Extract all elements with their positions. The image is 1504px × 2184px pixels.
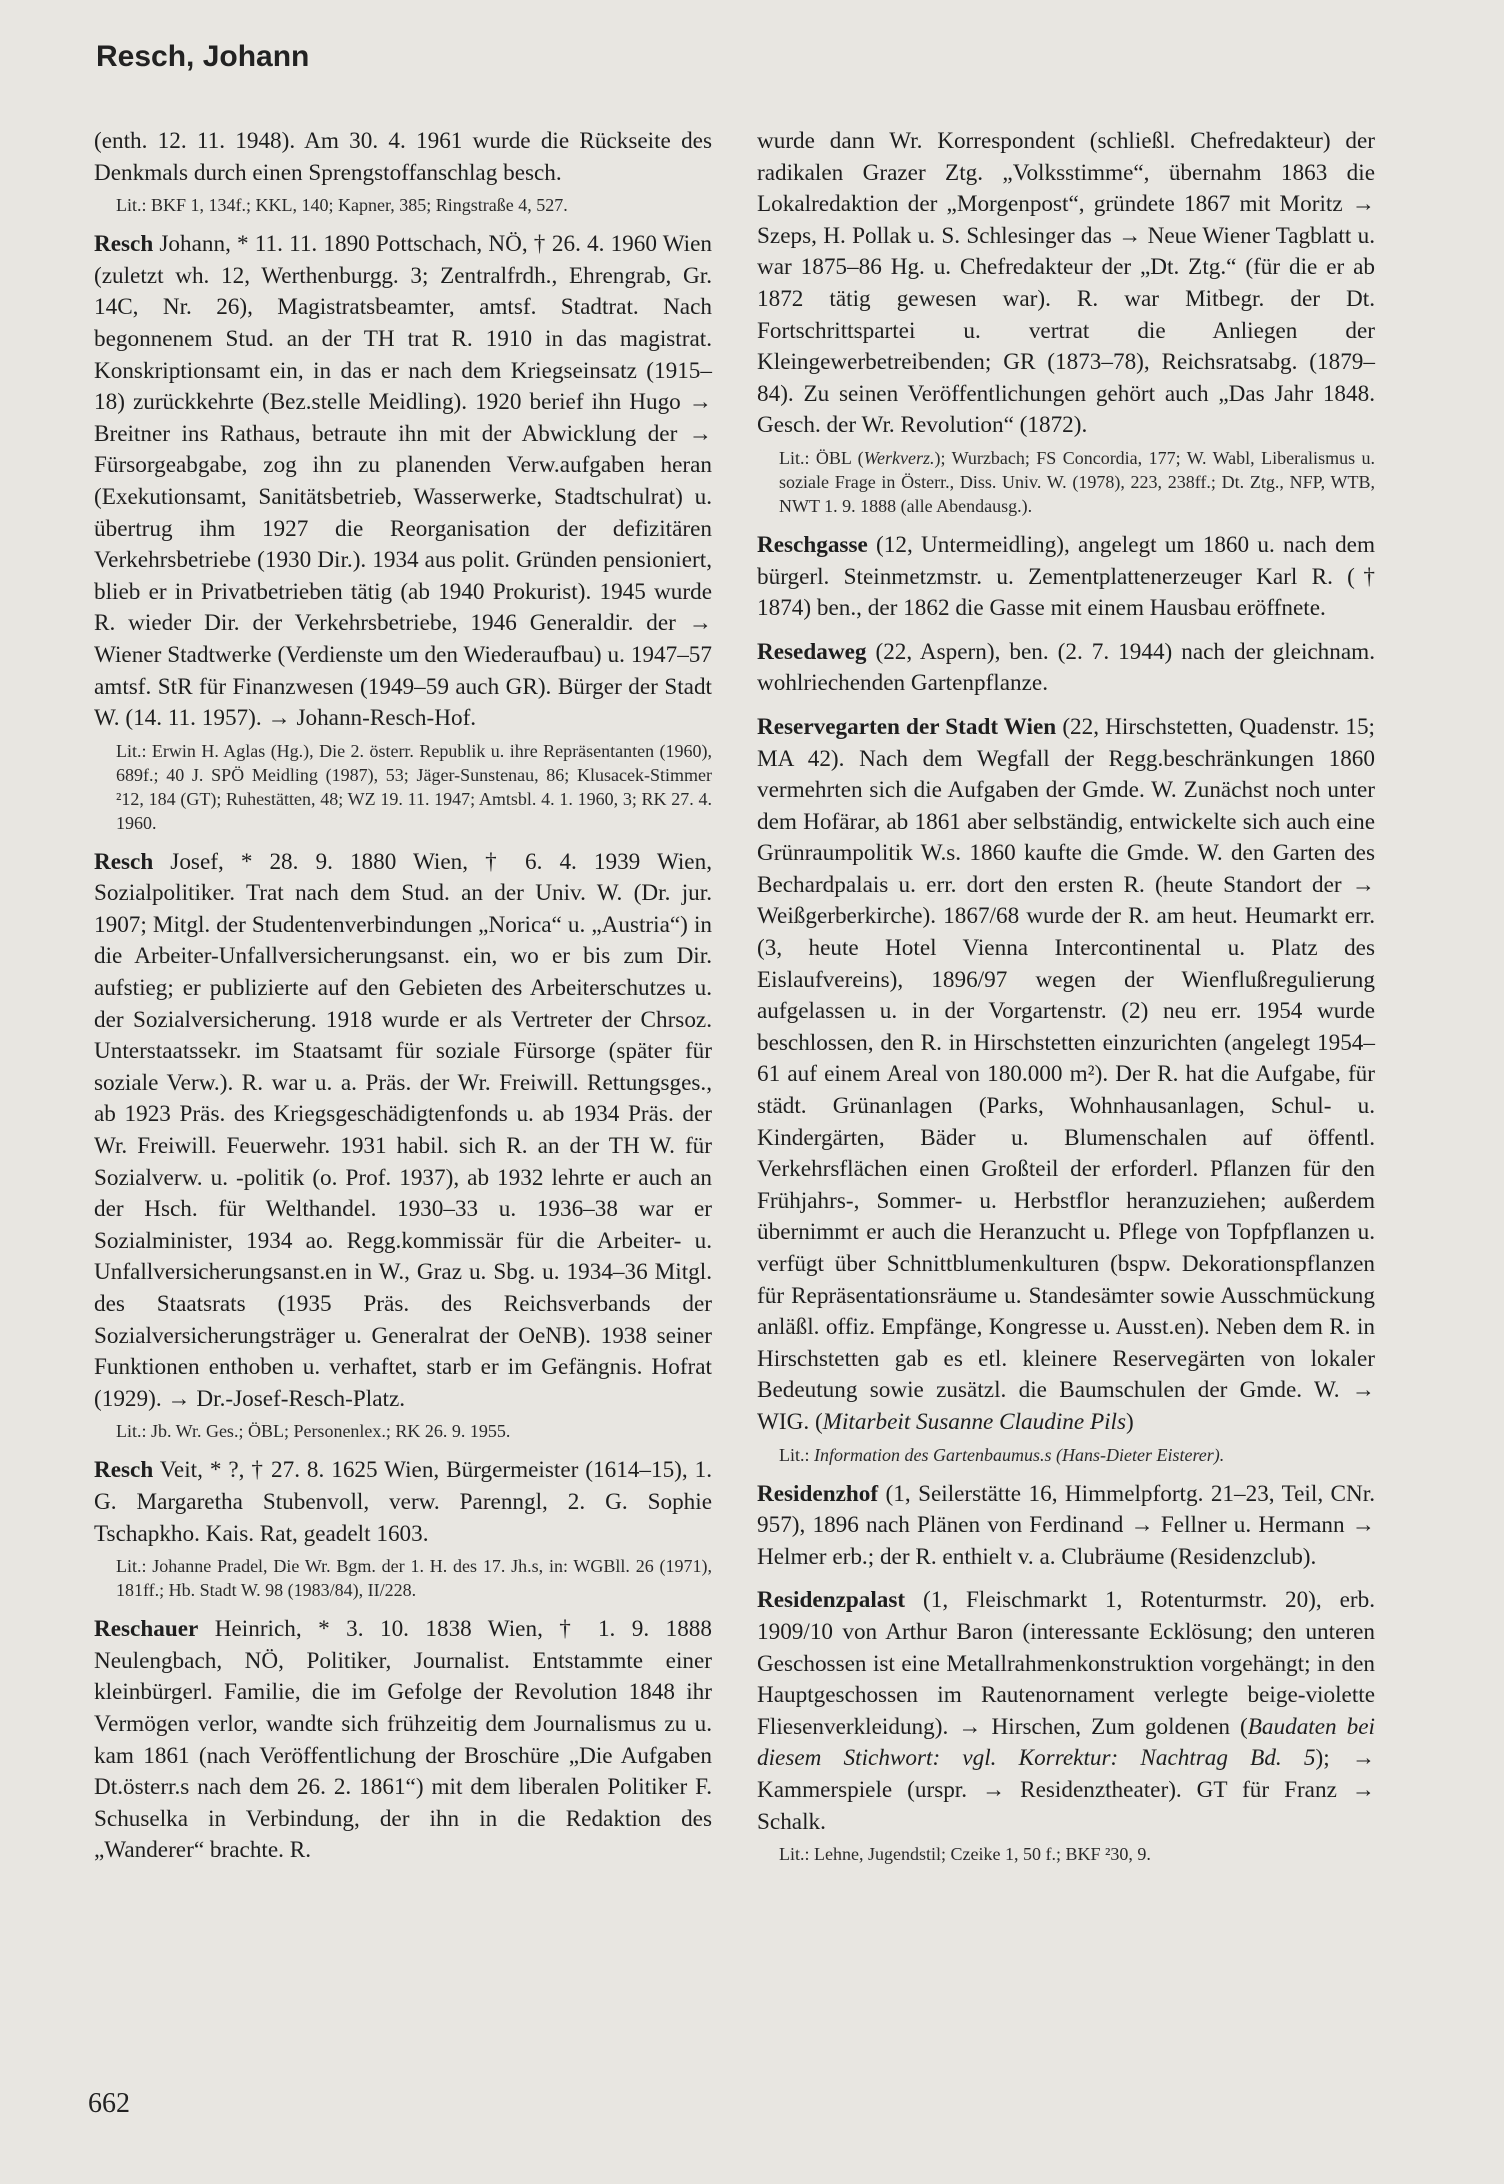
entry-residenzhof [757, 1479, 1375, 1574]
entry-reschauer [94, 1614, 712, 1867]
literature-note: Lit.: Jb. Wr. Ges.; ÖBL; Personenlex.; RK 26. 9. 1955. [116, 1421, 511, 1442]
headword: Reservegarten der Stadt Wien [757, 713, 1057, 740]
entry-resedaweg [757, 637, 1375, 700]
entry-resch-johann [94, 229, 712, 735]
entry-text: ) [1126, 1408, 1134, 1435]
entry-residenzpalast [757, 1585, 1375, 1838]
entry-continuation: wurde dann Wr. Korrespondent (schließl. Chefredakteur) der radikalen Grazer Ztg. „Volksstimme“, übernahm 1863 die Lokalredaktion der „Morgenpost“, gründete 1867 mit Moritz → Szeps, H. Pollak u. S. Schlesinger das → Neue Wiener Tagblatt u. war 1875–86 Hg. u. Chefredakteur der „Dt. Ztg.“ (für die er ab 1872 tätig gewesen war). R. war Mitbegr. der Dt. Fortschrittspartei u. vertrat die Anliegen der Kleingewerbetreibenden; GR (1873–78), Reichsratsabg. (1879–84). Zu seinen Veröffentlichungen gehört auch „Das Jahr 1848. Gesch. der Wr. Revolution“ (1872). [757, 128, 1375, 439]
page-number: 662 [88, 2088, 130, 2119]
lit-text: ); Wurzbach; FS Concordia, 177; W. Wabl, Liberalismus u. soziale Frage in Österr., Diss. Univ. W. (1978), 223, 238ff.; Dt. Ztg., NFP, WTB, NWT 1. 9. 1888 (alle Abendausg.). [779, 447, 1375, 516]
literature-note: Lit.: Johanne Pradel, Die Wr. Bgm. der 1. H. des 17. Jh.s, in: WGBll. 26 (1971), 181ff.; Hb. Stadt W. 98 (1983/84), II/228. [116, 1556, 712, 1601]
headword: Residenzpalast [757, 1587, 906, 1614]
right-column [757, 126, 1375, 1878]
entry-text: (1, Seilerstätte 16, Himmelpfortg. 21–23, Teil, CNr. 957), 1896 nach Plänen von Ferdinand → Fellner u. Hermann → Helmer erb.; der R. enthielt v. a. Clubräume (Residenzclub). [757, 1480, 1375, 1570]
running-head: Resch, Johann [96, 40, 310, 73]
entry-text: (12, Untermeidling), angelegt um 1860 u. nach dem bürgerl. Steinmetzmstr. u. Zementplattenerzeuger Karl R. († 1874) ben., der 1862 die Gasse mit einem Hausbau eröffnete. [757, 531, 1375, 622]
headword: Resch [94, 848, 154, 875]
headword: Resedaweg [757, 638, 867, 665]
literature-note: Lit.: Erwin H. Aglas (Hg.), Die 2. österr. Republik u. ihre Repräsentanten (1960), 689f.; 40 J. SPÖ Meidling (1987), 53; Jäger-Sunstenau, 86; Klusacek-Stimmer ²12, 184 (GT); Ruhestätten, 48; WZ 19. 11. 1947; Amtsbl. 4. 1. 1960, 3; RK 27. 4. 1960. [116, 740, 712, 833]
entry-continuation: (enth. 12. 11. 1948). Am 30. 4. 1961 wurde die Rückseite des Denkmals durch einen Sprengstoffanschlag besch. [94, 128, 712, 186]
lit-text: Lit.: ÖBL ( [779, 447, 864, 468]
entry-text: Josef, * 28. 9. 1880 Wien, † 6. 4. 1939 Wien, Sozialpolitiker. Trat nach dem Stud. an der Univ. W. (Dr. jur. 1907; Mitgl. der Studentenverbindungen „Norica“ u. „Austria“) in die Arbeiter-Unfallversicherungsanst. ein, wo er bis zum Dir. aufstieg; er publizierte auf den Gebieten des Arbeiterschutzes u. der Sozialversicherung. 1918 wurde er als Vertreter der Chrsoz. Unterstaatssekr. im Staatsamt für soziale Fürsorge (später für soziale Verw.). R. war u. a. Präs. der Wr. Freiwill. Rettungsges., ab 1923 Präs. des Kriegsgeschädigtenfonds u. ab 1934 Präs. der Wr. Freiwill. Feuerwehr. 1931 habil. sich R. an der TH W. für Sozialverw. u. -politik (o. Prof. 1937), ab 1932 lehrte er auch an der Hsch. für Welthandel. 1930–33 u. 1936–38 war er Sozialminister, 1934 ao. Regg.kommissär für die Arbeiter- u. Unfallversicherungsanst.en in W., Graz u. Sbg. u. 1934–36 Mitgl. des Staatsrats (1935 Präs. des Reichsverbands der Sozialversicherungsträger u. Generalrat der OeNB). 1938 seiner Funktionen enthoben u. verhaftet, starb er im Gefängnis. Hofrat (1929). → Dr.-Josef-Resch-Platz. [94, 848, 712, 1412]
entry-resch-veit [94, 1455, 712, 1550]
entry-reschgasse [757, 530, 1375, 625]
lit-italic: Werkverz. [863, 447, 935, 468]
lit-text: Lit.: [779, 1444, 814, 1465]
literature-note: Lit.: Lehne, Jugendstil; Czeike 1, 50 f.; BKF ²30, 9. [779, 1844, 1151, 1865]
entry-text: Johann, * 11. 11. 1890 Pottschach, NÖ, † 26. 4. 1960 Wien (zuletzt wh. 12, Werthenburgg. 3; Zentralfrdh., Ehrengrab, Gr. 14C, Nr. 26), Magistratsbeamter, amtsf. Stadtrat. Nach begonnenem Stud. an der TH trat R. 1910 in das magistrat. Konskriptionsamt ein, in das er nach dem Kriegseinsatz (1915–18) zurückkehrte (Bez.stelle Meidling). 1920 berief ihn Hugo → Breitner ins Rathaus, betraute ihn mit der Abwicklung der → Fürsorgeabgabe, zog ihn zu planenden Verw.aufgaben heran (Exekutionsamt, Sanitätsbetrieb, Wasserwerke, Stadtschulrat) u. übertrug ihm 1927 die Reorganisation der defizitären Verkehrsbetriebe (1930 Dir.). 1934 aus polit. Gründen pensioniert, blieb er in Privatbetrieben tätig (ab 1940 Prokurist). 1945 wurde R. wieder Dir. der Verkehrsbetriebe, 1946 Generaldir. der → Wiener Stadtwerke (Verdienste um den Wiederaufbau) u. 1947–57 amtsf. StR für Finanzwesen (1949–59 auch GR). Bürger der Stadt W. (14. 11. 1957). → Johann-Resch-Hof. [94, 231, 712, 732]
headword: Resch [94, 231, 154, 258]
entry-italic: Mitarbeit Susanne Claudine Pils [822, 1408, 1127, 1435]
headword: Reschgasse [757, 531, 868, 558]
left-column [94, 126, 712, 1871]
entry-italic: Baudaten bei diesem Stichwort: vgl. Korrektur: Nachtrag Bd. 5 [757, 1713, 1376, 1772]
entry-text: ); → Kammerspiele (urspr. → Residenztheater). GT für Franz → Schalk. [757, 1745, 1376, 1835]
entry-text: (22, Hirschstetten, Quadenstr. 15; MA 42). Nach dem Wegfall der Regg.beschränkungen 1860 vermehrten sich die Aufgaben der Gmde. W. Zunächst noch unter dem Hofärar, ab 1861 aber selbständig, entwickelte sich auch eine Grünraumpolitik W.s. 1860 kaufte die Gmde. W. den Garten des Bechardpalais u. err. dort den ersten R. (heute Standort der → Weißgerberkirche). 1867/68 wurde der R. am heut. Heumarkt err. (3, heute Hotel Vienna Intercontinental u. Platz des Eislaufvereins), 1896/97 wegen der Wienflußregulierung aufgelassen u. in der Vorgartenstr. (2) neu err. 1954 wurde beschlossen, den R. in Hirschstetten einzurichten (angelegt 1954–61 auf einem Areal von 180.000 m²). Der R. hat die Aufgabe, für städt. Grünanlagen (Parks, Wohnhausanlagen, Schul- u. Kindergärten, Bäder u. Blumenschalen auf öffentl. Verkehrsflächen einen Großteil der erforderl. Pflanzen für den Frühjahrs-, Sommer- u. Herbstflor heranzuziehen; außerdem übernimmt er auch die Heranzucht u. Pflege von Topfpflanzen u. verfügt über Schnittblumenkulturen (bspw. Dekorationspflanzen für Repräsentationsräume u. Standesämter sowie Ausschmückung anläßl. offiz. Empfänge, Kongresse u. Ausst.en). Neben dem R. in Hirschstetten gab es etl. kleinere Reservegärten von lokaler Bedeutung sowie zusätzl. die Baumschulen der Gmde. W. → WIG. ( [757, 713, 1375, 1435]
headword: Reschauer [94, 1616, 199, 1643]
headword: Residenzhof [757, 1480, 879, 1507]
entry-text: (22, Aspern), ben. (2. 7. 1944) nach der gleichnam. wohlriechenden Gartenpflanze. [757, 638, 1375, 697]
lit-italic: Information des Gartenbaumus.s (Hans-Dieter Eisterer). [814, 1444, 1225, 1465]
entry-resch-josef [94, 847, 712, 1416]
literature-note [757, 446, 1375, 518]
headword: Resch [94, 1457, 154, 1484]
literature-note [757, 1443, 1375, 1467]
entry-text: Heinrich, * 3. 10. 1838 Wien, † 1. 9. 1888 Neulengbach, NÖ, Politiker, Journalist. Entstammte einer kleinbürgerl. Familie, die im Gefolge der Revolution 1848 ihr Vermögen verlor, wandte sich frühzeitig dem Journalismus zu u. kam 1861 (nach Veröffentlichung der Broschüre „Die Aufgaben Dt.österr.s nach dem 26. 2. 1861“) mit dem liberalen Politiker F. Schuselka in Verbindung, der ihn in die Redaktion des „Wanderer“ brachte. R. [94, 1616, 712, 1864]
entry-text: (1, Fleischmarkt 1, Rotenturmstr. 20), erb. 1909/10 von Arthur Baron (interessante Ecklösung; den unteren Geschossen ist eine Metallrahmenkonstruktion vorgehängt; in den Hauptgeschossen im Rautenornament verlegte beige-violette Fliesenverkleidung). → Hirschen, Zum goldenen ( [757, 1587, 1375, 1740]
entry-text: Veit, * ?, † 27. 8. 1625 Wien, Bürgermeister (1614–15), 1. G. Margaretha Stubenvoll, verw. Parenngl, 2. G. Sophie Tschapkho. Kais. Rat, geadelt 1603. [94, 1457, 712, 1547]
entry-reservegarten [757, 712, 1375, 1439]
literature-note: Lit.: BKF 1, 134f.; KKL, 140; Kapner, 385; Ringstraße 4, 527. [116, 195, 568, 216]
